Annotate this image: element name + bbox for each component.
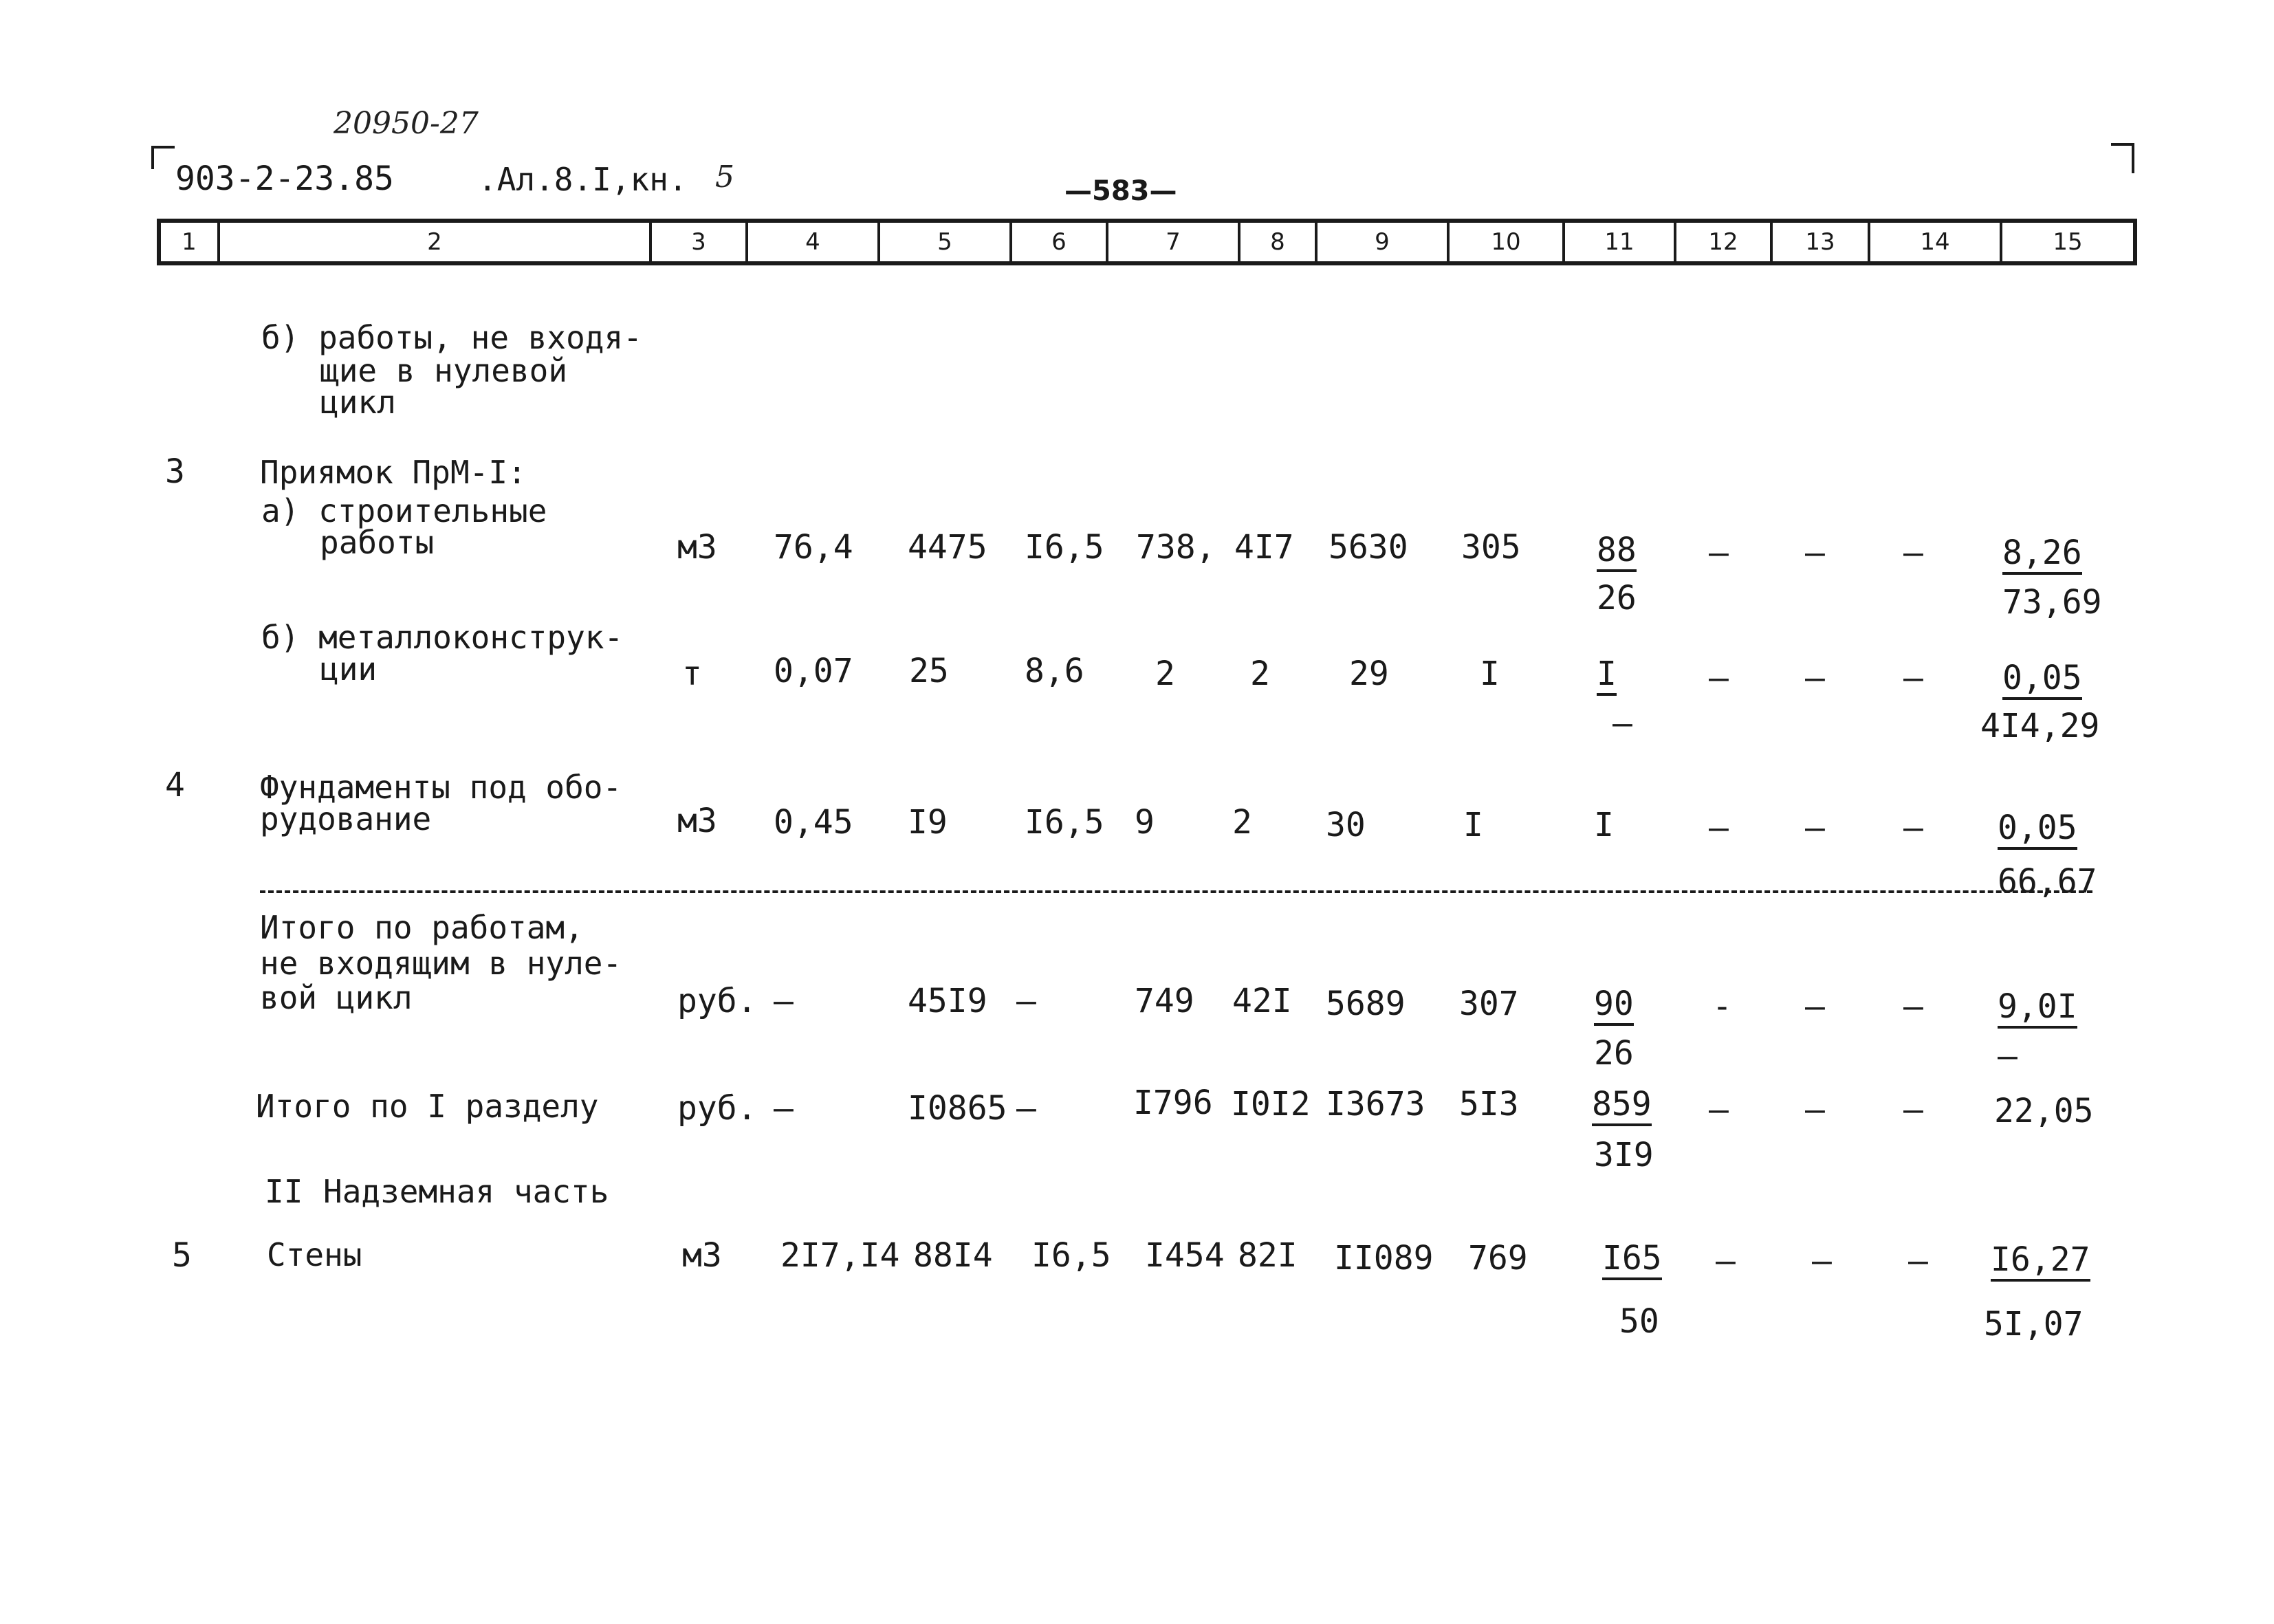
row-label-line: б) металлоконструк- [261, 619, 624, 656]
cell-col14: – [1908, 1242, 1928, 1280]
cell-col13: – [1805, 987, 1825, 1026]
cell-col9: I3673 [1326, 1085, 1425, 1123]
cell-col15-top: 0,05 [2002, 661, 2082, 700]
cell-col6: I6,5 [1025, 803, 1104, 842]
cell-col13: – [1805, 809, 1825, 847]
row-label-line: вой цикл [260, 979, 413, 1016]
cell-col7: 9 [1135, 803, 1155, 842]
book-number: 5 [715, 160, 734, 195]
column-number: 8 [1240, 223, 1318, 261]
row-number: 4 [165, 766, 185, 804]
cell-col5: 45I9 [908, 982, 987, 1020]
row-label-line: не входящим в нуле- [260, 945, 622, 982]
cell-col11-top: 90 [1594, 987, 1634, 1026]
handwritten-archive-number: 20950-27 [334, 106, 479, 141]
cell-col5: 4475 [908, 528, 987, 567]
cell-col14: – [1903, 659, 1923, 697]
cell-col4: – [774, 1089, 794, 1128]
row-label-line: Фундаменты под обо- [260, 769, 622, 806]
section-title: Надземная часть [323, 1173, 609, 1210]
cell-col11-top: 88 [1597, 534, 1637, 572]
page-number: —583— [1064, 175, 1177, 207]
subtotal-separator-line [260, 890, 2092, 893]
album-reference: .Ал.8.I,кн. [478, 161, 688, 198]
cell-col11-top: I [1597, 657, 1617, 696]
cell-col12: – [1709, 1090, 1729, 1129]
cell-col11-bottom: 26 [1597, 579, 1637, 617]
column-number: 4 [748, 223, 880, 261]
cell-col10: 305 [1461, 528, 1521, 567]
cell-col12: – [1709, 534, 1729, 572]
cell-col10: I [1480, 655, 1500, 693]
cell-col10: 769 [1468, 1239, 1528, 1277]
column-number: 2 [220, 223, 652, 261]
unit-cell: руб. [677, 982, 757, 1020]
cell-col15-bottom: 73,69 [2002, 583, 2102, 622]
cell-col5: I0865 [908, 1089, 1007, 1128]
section-roman-numeral: II [265, 1173, 303, 1210]
cell-col13: – [1805, 1090, 1825, 1129]
cell-col15-top: 9,0I [1998, 990, 2077, 1029]
cell-col9: II089 [1334, 1239, 1434, 1277]
cell-col8: I0I2 [1231, 1085, 1311, 1123]
column-number: 11 [1565, 223, 1676, 261]
cell-col10: I [1463, 806, 1483, 844]
unit-cell: руб. [677, 1089, 757, 1128]
cell-col7: 738, [1136, 528, 1216, 567]
cell-col12: – [1716, 1242, 1736, 1280]
corner-mark-right [2111, 143, 2134, 173]
cell-col7: 2 [1155, 655, 1175, 693]
cell-col15-bottom: 4I4,29 [1980, 707, 2100, 745]
cell-col11: I [1594, 806, 1614, 844]
row-label: Стены [267, 1236, 362, 1273]
unit-cell: м3 [677, 528, 717, 567]
cell-col4: 0,07 [774, 652, 853, 690]
cell-col8: 4I7 [1234, 528, 1294, 567]
cell-col15-top: 8,26 [2002, 536, 2082, 575]
corner-mark-left [151, 146, 175, 169]
column-number: 7 [1108, 223, 1240, 261]
cell-col10: 307 [1459, 985, 1519, 1023]
cell-col6: I6,5 [1031, 1236, 1111, 1275]
cell-col15-bottom: – [1998, 1037, 2018, 1075]
row-label-line: цикл [320, 384, 396, 421]
cell-col4: – [774, 982, 794, 1020]
column-number: 14 [1870, 223, 2002, 261]
unit-cell: м3 [677, 802, 717, 840]
row-label-line: б) работы, не входя- [261, 319, 642, 356]
cell-col9: 29 [1349, 655, 1389, 693]
column-number-header [157, 219, 2137, 265]
cell-col13: – [1805, 534, 1825, 572]
column-number: 3 [652, 223, 748, 261]
row-label-line: а) строительные [261, 492, 547, 529]
column-number: 12 [1676, 223, 1773, 261]
cell-col11-top: I65 [1602, 1242, 1662, 1280]
cell-col6: – [1016, 1089, 1036, 1128]
cell-col11-bottom: 50 [1619, 1302, 1659, 1341]
row-number: 3 [165, 452, 185, 491]
cell-col6: 8,6 [1025, 652, 1084, 690]
cell-col5: 88I4 [913, 1236, 993, 1275]
row-label-line: рудование [260, 800, 432, 837]
cell-col14: – [1903, 987, 1923, 1026]
cell-col8: 2 [1250, 655, 1270, 693]
cell-col9: 30 [1326, 806, 1366, 844]
cell-col11-top: 859 [1592, 1088, 1652, 1126]
cell-col15: 22,05 [1994, 1092, 2094, 1130]
cell-col7: 749 [1135, 982, 1194, 1020]
project-code: 903-2-23.85 [175, 160, 394, 198]
cell-col9: 5689 [1326, 985, 1406, 1023]
cell-col15-bottom: 5I,07 [1984, 1305, 2084, 1343]
cell-col15-top: I6,27 [1991, 1243, 2090, 1282]
cell-col10: 5I3 [1459, 1085, 1519, 1123]
cell-col8: 42I [1232, 982, 1292, 1020]
cell-col4: 2I7,I4 [780, 1236, 900, 1275]
cell-col15-bottom: 66,67 [1998, 862, 2097, 901]
unit-cell: т [682, 655, 702, 693]
column-number: 5 [880, 223, 1012, 261]
column-number: 9 [1318, 223, 1450, 261]
cell-col14: – [1903, 1090, 1923, 1129]
cell-col13: – [1812, 1242, 1832, 1280]
row-number: 5 [172, 1236, 192, 1275]
cell-col9: 5630 [1329, 528, 1408, 567]
column-number: 13 [1773, 223, 1870, 261]
cell-col11-bottom: 3I9 [1594, 1136, 1654, 1174]
row-label-line: ции [320, 650, 378, 688]
cell-col11-bottom: 26 [1594, 1034, 1634, 1073]
row-label-line: щие в нулевой [320, 352, 568, 389]
cell-col11-bottom: – [1612, 704, 1632, 743]
cell-col14: – [1903, 534, 1923, 572]
column-number: 10 [1450, 223, 1565, 261]
cell-col6: I6,5 [1025, 528, 1104, 567]
cell-col12: – [1709, 809, 1729, 847]
cell-col14: – [1903, 809, 1923, 847]
cell-col5: I9 [908, 803, 948, 842]
cell-col7: I796 [1133, 1084, 1213, 1122]
cell-col15-top: 0,05 [1998, 811, 2077, 850]
row-label-line: работы [320, 524, 435, 561]
cell-col5: 25 [909, 652, 949, 690]
cell-col8: 82I [1238, 1236, 1298, 1275]
column-number: 15 [2053, 228, 2083, 256]
cell-col12: - [1712, 987, 1732, 1026]
row-label: Итого по I разделу [256, 1088, 599, 1125]
column-number: 6 [1012, 223, 1108, 261]
unit-cell: м3 [682, 1236, 722, 1275]
cell-col4: 0,45 [774, 803, 853, 842]
cell-col8: 2 [1232, 803, 1252, 842]
cell-col4: 76,4 [774, 528, 853, 567]
column-number: 1 [161, 223, 220, 261]
row-title: Приямок ПрМ-I: [260, 454, 527, 491]
cell-col6: – [1016, 982, 1036, 1020]
cell-col7: I454 [1145, 1236, 1225, 1275]
cell-col12: – [1709, 659, 1729, 697]
cell-col13: – [1805, 659, 1825, 697]
row-label-line: Итого по работам, [260, 909, 584, 946]
